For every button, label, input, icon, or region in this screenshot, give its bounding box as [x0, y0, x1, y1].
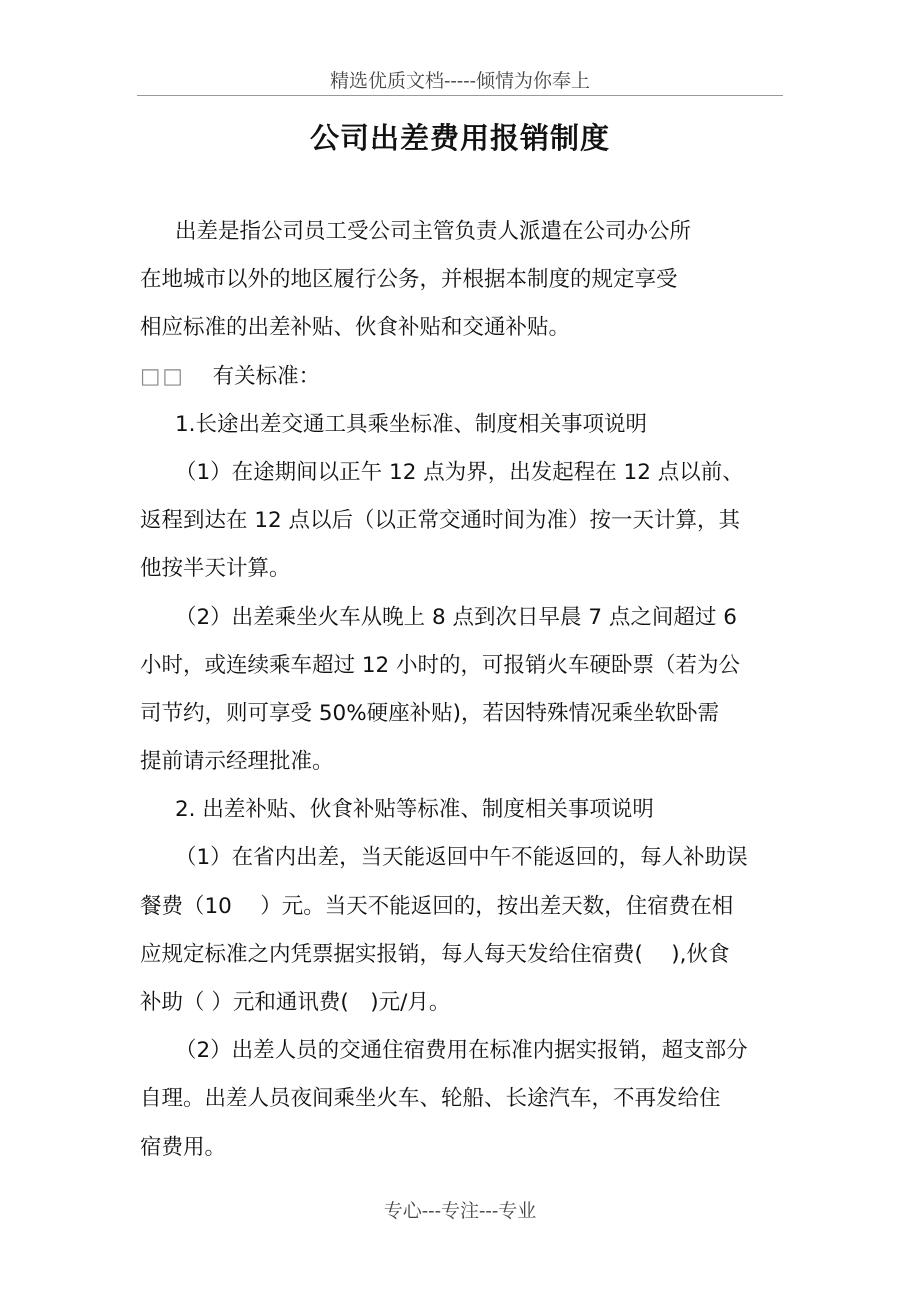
paragraph-line: 相应标准的出差补贴、伙食补贴和交通补贴。	[140, 315, 571, 341]
paragraph-line: （2）出差乘坐火车从晚上 8 点到次日早晨 7 点之间超过 6	[175, 604, 737, 630]
bullet-placeholder-icon: □□	[140, 363, 185, 389]
paragraph-line: （2）出差人员的交通住宿费用在标准内据实报销，超支部分	[175, 1038, 748, 1064]
page-header: 精选优质文档-----倾情为你奉上	[329, 70, 591, 92]
paragraph-line: （1）在省内出差，当天能返回中午不能返回的，每人补助误	[175, 845, 748, 871]
paragraph-line: 补助（ ）元和通讯费( )元/月。	[140, 990, 451, 1015]
document-title: 公司出差费用报销制度	[309, 121, 610, 155]
section-heading-text: 有关标准：	[212, 363, 321, 389]
paragraph-line: 他按半天计算。	[140, 556, 291, 582]
paragraph-line: 返程到达在 12 点以后（以正常交通时间为准）按一天计算，其	[140, 508, 741, 534]
page-footer: 专心---专注---专业	[383, 1200, 537, 1222]
header-rule	[137, 95, 783, 96]
paragraph-line: 小时，或连续乘车超过 12 小时的，可报销火车硬卧票（若为公	[140, 652, 741, 678]
paragraph-line: 餐费（10 ）元。当天不能返回的，按出差天数，住宿费在相	[140, 893, 734, 919]
paragraph-line: 应规定标准之内凭票据实报销，每人每天发给住宿费( ),伙食	[140, 941, 730, 967]
subsection-heading: 2. 出差补贴、伙食补贴等标准、制度相关事项说明	[175, 797, 654, 823]
subsection-heading: 1.长途出差交通工具乘坐标准、制度相关事项说明	[175, 411, 648, 437]
paragraph-line: 宿费用。	[140, 1134, 227, 1160]
section-heading	[140, 353, 790, 401]
paragraph-line: 司节约，则可享受 50%硬座补贴)，若因特殊情况乘坐软卧需	[140, 700, 720, 726]
document-body	[140, 208, 790, 1172]
paragraph-line: 提前请示经理批准。	[140, 749, 334, 775]
paragraph-line: 在地城市以外的地区履行公务，并根据本制度的规定享受	[140, 267, 678, 293]
paragraph-line: 出差是指公司员工受公司主管负责人派遣在公司办公所	[175, 219, 692, 244]
paragraph-line: 自理。出差人员夜间乘坐火车、轮船、长途汽车，不再发给住	[140, 1086, 721, 1112]
paragraph-line: （1）在途期间以正午 12 点为界，出发起程在 12 点以前、	[175, 459, 744, 485]
